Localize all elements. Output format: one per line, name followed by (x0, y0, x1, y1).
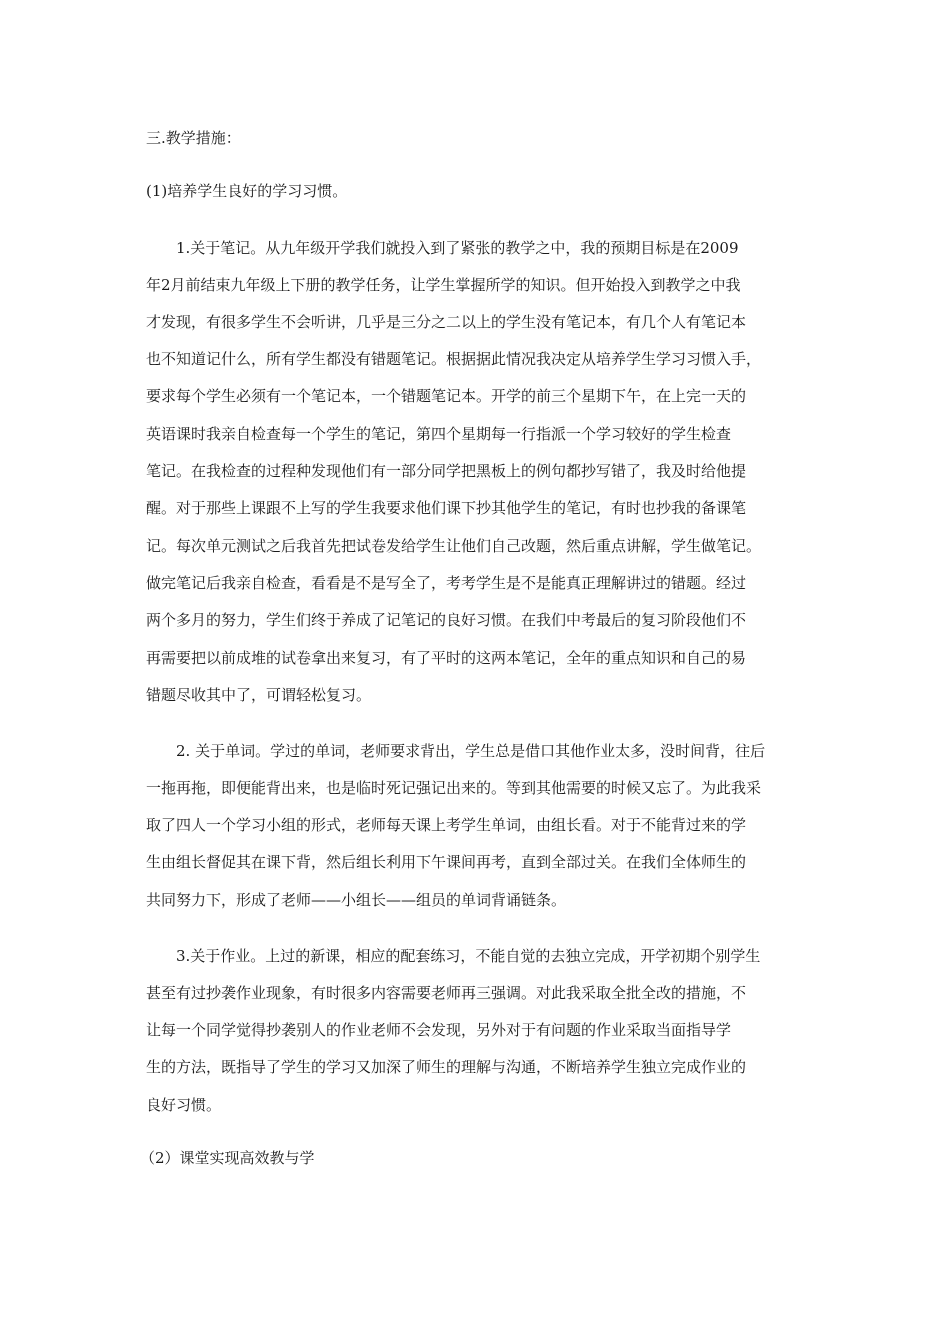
paragraph-line: 让每一个同学觉得抄袭别人的作业老师不会发现，另外对于有问题的作业采取当面指导学 (146, 1021, 732, 1039)
paragraph-line: 做完笔记后我亲自检查，看看是不是写全了，考考学生是不是能真正理解讲过的错题。经过 (146, 574, 747, 592)
paragraph-line: 生由组长督促其在课下背，然后组长利用下午课间再考，直到全部过关。在我们全体师生的 (146, 853, 747, 871)
paragraph-line: 1.关于笔记。从九年级开学我们就投入到了紧张的教学之中，我的预期目标是在2009 (176, 239, 739, 257)
paragraph-line: 一拖再拖，即便能背出来，也是临时死记强记出来的。等到其他需要的时候又忘了。为此我采 (146, 779, 762, 797)
paragraph-line: 再需要把以前成堆的试卷拿出来复习，有了平时的这两本笔记，全年的重点知识和自己的易 (146, 649, 747, 667)
paragraph-line: 记。每次单元测试之后我首先把试卷发给学生让他们自己改题，然后重点讲解，学生做笔记。 (146, 537, 762, 555)
paragraph-line: 3.关于作业。上过的新课，相应的配套练习，不能自觉的去独立完成，开学初期个别学生 (176, 947, 761, 965)
paragraph-line: 两个多月的努力，学生们终于养成了记笔记的良好习惯。在我们中考最后的复习阶段他们不 (146, 611, 747, 629)
paragraph-line: 取了四人一个学习小组的形式，老师每天课上考学生单词，由组长看。对于不能背过来的学 (146, 816, 747, 834)
paragraph-line: 生的方法，既指导了学生的学习又加深了师生的理解与沟通，不断培养学生独立完成作业的 (146, 1058, 747, 1076)
paragraph-line: 良好习惯。 (146, 1096, 222, 1114)
paragraph-line: 要求每个学生必须有一个笔记本，一个错题笔记本。开学的前三个星期下午，在上完一天的 (146, 387, 747, 405)
paragraph-line: 年2月前结束九年级上下册的教学任务，让学生掌握所学的知识。但开始投入到教学之中我 (146, 276, 741, 294)
paragraph-line: 共同努力下，形成了老师——小组长——组员的单词背诵链条。 (146, 891, 567, 909)
paragraph-line: 2. 关于单词。学过的单词，老师要求背出，学生总是借口其他作业太多，没时间背，往后 (176, 742, 766, 760)
paragraph-line: 错题尽收其中了，可谓轻松复习。 (146, 686, 372, 704)
paragraph-line: 甚至有过抄袭作业现象，有时很多内容需要老师再三强调。对此我采取全批全改的措施，不 (146, 984, 747, 1002)
paragraph-line: 才发现，有很多学生不会听讲，几乎是三分之二以上的学生没有笔记本，有几个人有笔记本 (146, 313, 747, 331)
section-title: 三.教学措施： (146, 129, 241, 147)
paragraph-line: 笔记。在我检查的过程种发现他们有一部分同学把黑板上的例句都抄写错了，我及时给他提 (146, 462, 747, 480)
subsection-heading-1: (1)培养学生良好的学习习惯。 (146, 182, 348, 200)
paragraph-line: 醒。对于那些上课跟不上写的学生我要求他们课下抄其他学生的笔记，有时也抄我的备课笔 (146, 499, 747, 517)
paragraph-line: 也不知道记什么，所有学生都没有错题笔记。根据据此情况我决定从培养学生学习习惯入手， (146, 350, 762, 368)
subsection-heading-2: （2）课堂实现高效教与学 (140, 1149, 315, 1167)
paragraph-line: 英语课时我亲自检查每一个学生的笔记，第四个星期每一行指派一个学习较好的学生检查 (146, 425, 732, 443)
